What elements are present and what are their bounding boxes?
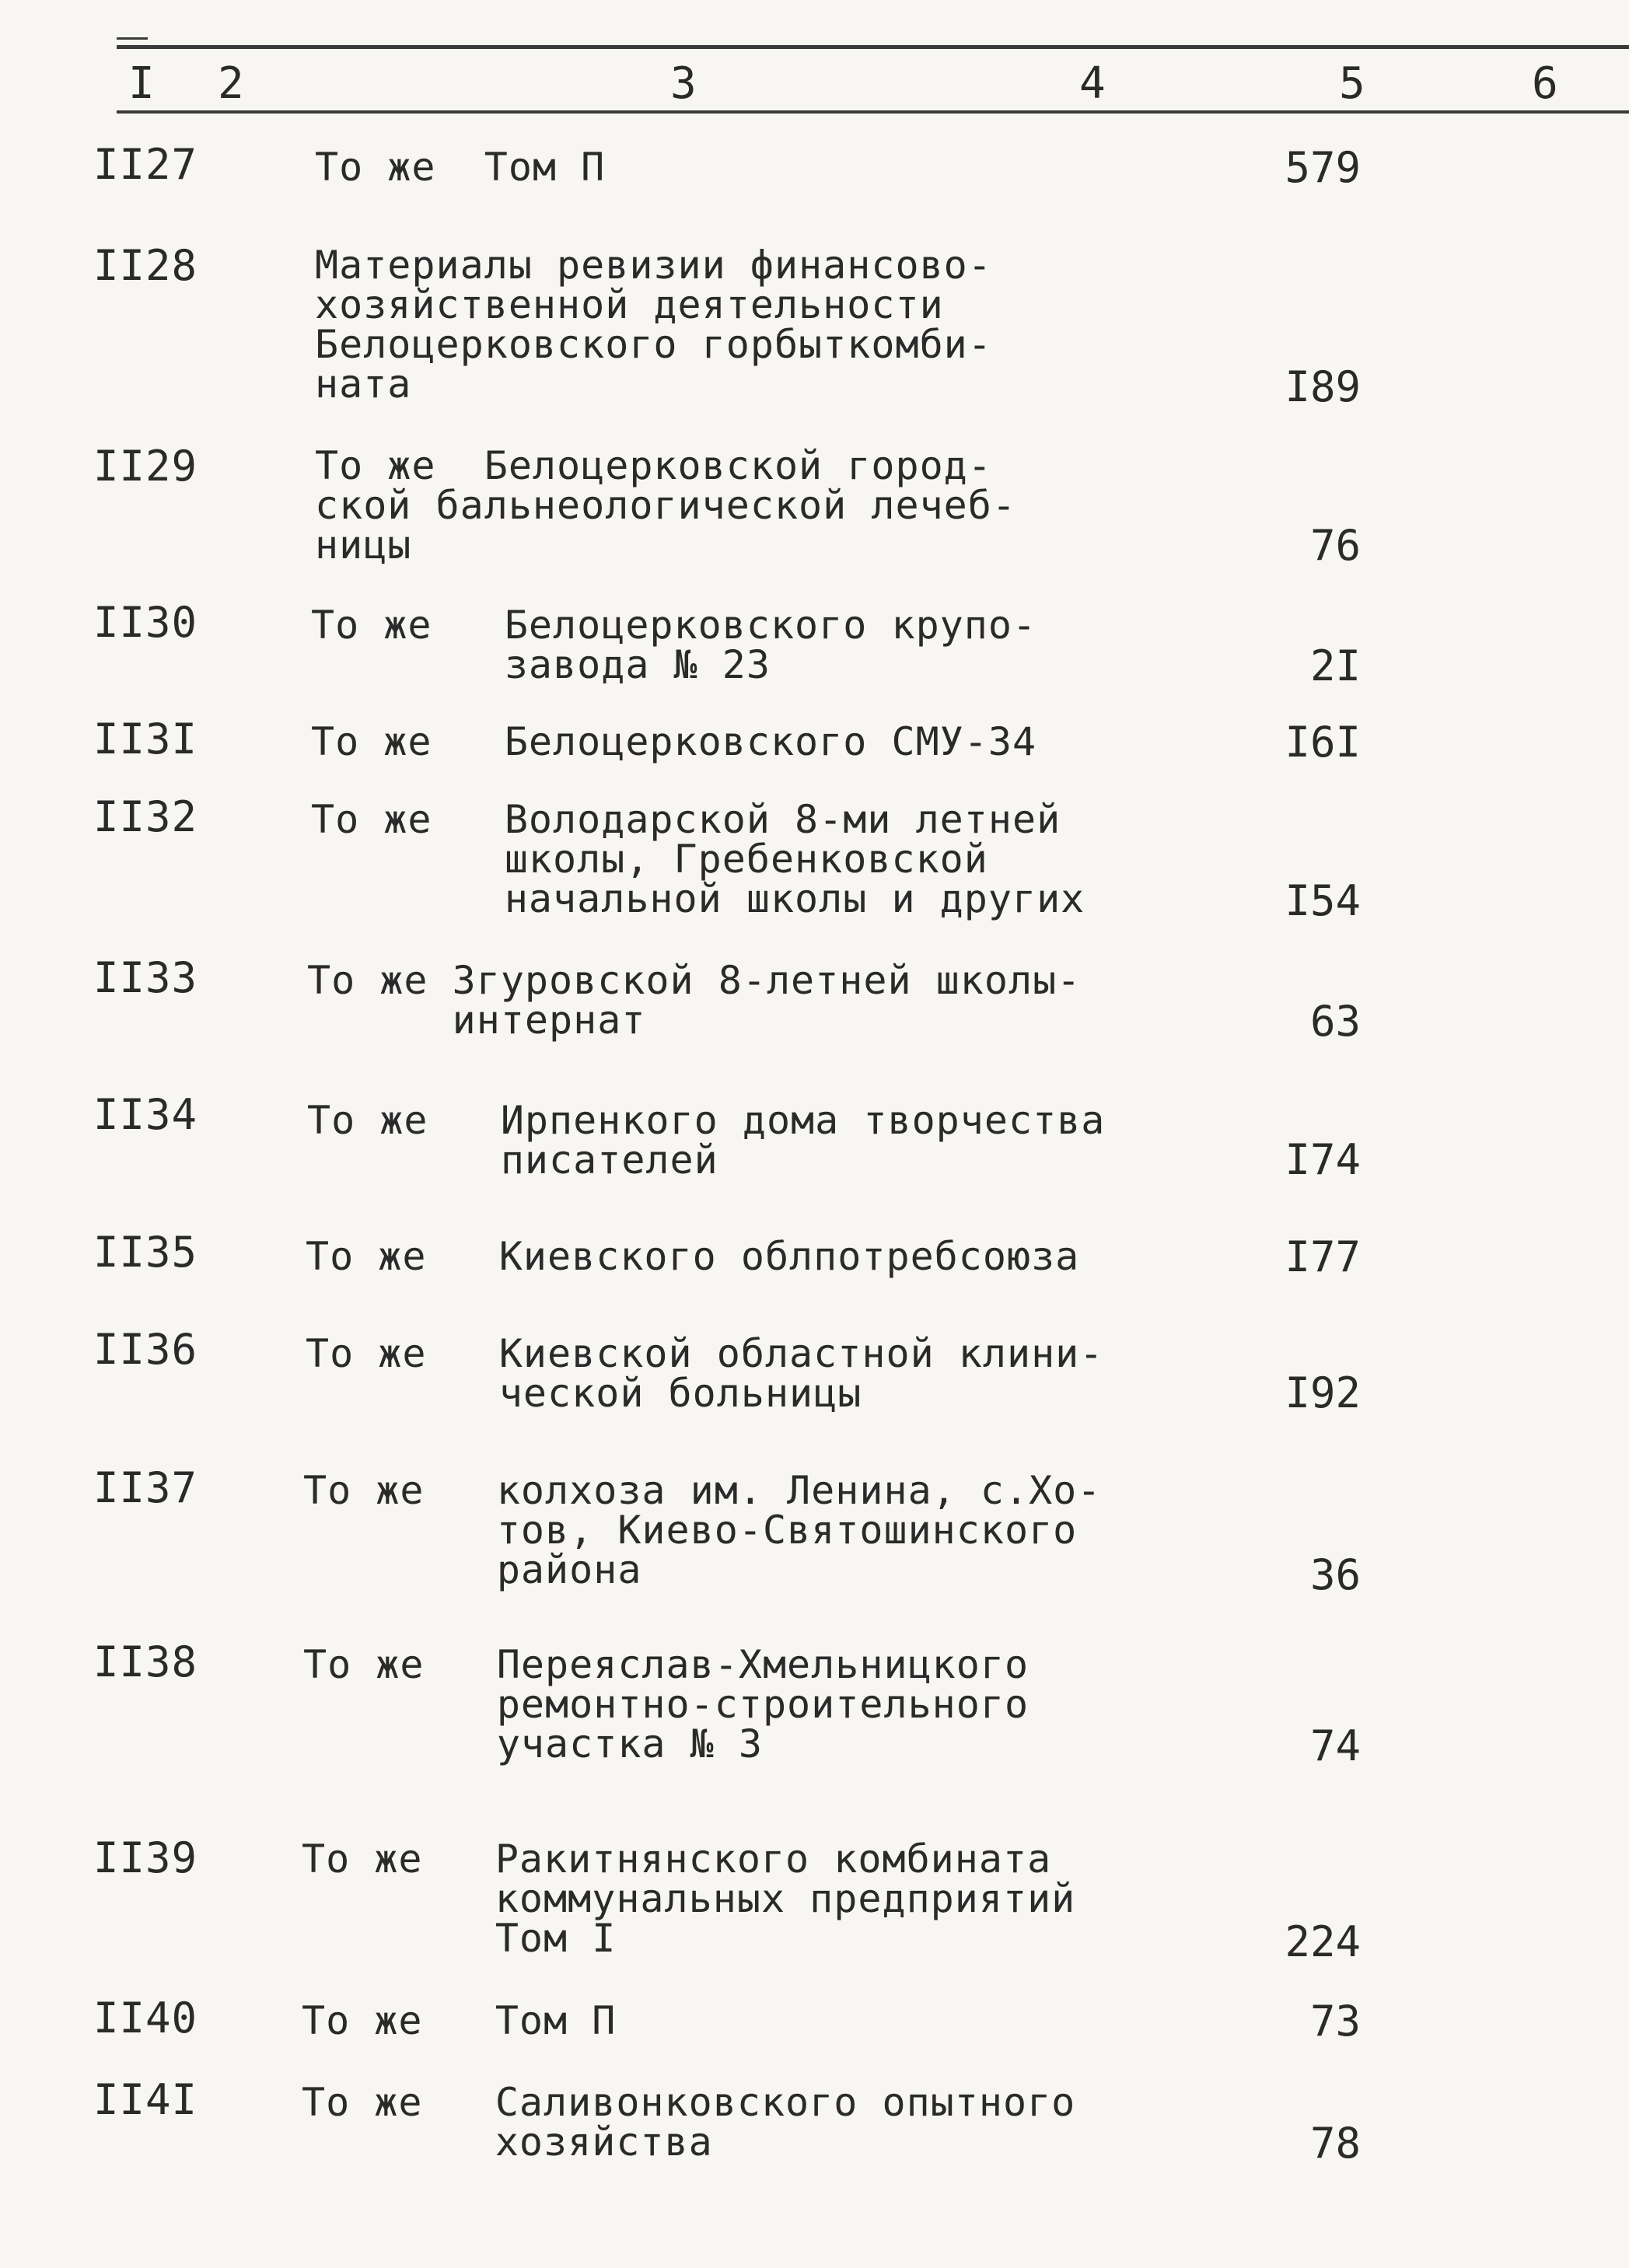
page-count: I74 (1285, 1135, 1361, 1184)
header-bottom-rule (117, 110, 1629, 114)
file-description: Материалы ревизии финансово- хозяйственной деятельности Белоцерковского горбыткомби- ната (315, 243, 992, 407)
file-description: То же Киевского облпотребсоюза (306, 1234, 1080, 1279)
file-number: II32 (93, 792, 198, 841)
file-description: То же Згуровской 8-летней школы- интернат (307, 958, 1082, 1043)
page-count: 74 (1309, 1721, 1361, 1770)
page-count: I92 (1285, 1368, 1361, 1417)
file-description: То же Ирпенкого дома творчества писателей (307, 1098, 1106, 1183)
file-description: То же Том П (302, 1998, 617, 2043)
file-description: То же Белоцерковского СМУ-34 (311, 719, 1037, 764)
header-top-mark (117, 37, 148, 40)
file-description: То же Саливонковского опытного хозяйства (302, 2080, 1076, 2165)
file-number: II30 (93, 598, 198, 647)
page-count: 73 (1309, 1997, 1361, 2046)
page-count: 63 (1309, 997, 1361, 1046)
page-count: I77 (1285, 1232, 1361, 1281)
header-top-rule (117, 45, 1629, 49)
page-count: I89 (1285, 362, 1361, 411)
file-description: То же Том П (315, 145, 606, 190)
file-description: То же Белоцерковской город- ской бальнеологической лечеб- ницы (315, 443, 1016, 568)
file-number: II33 (93, 953, 198, 1002)
file-number: II27 (93, 140, 198, 189)
file-description: То же Переяслав-Хмельницкого ремонтно-строительного участка № 3 (303, 1642, 1029, 1767)
file-number: II4I (93, 2075, 198, 2124)
page-count: I54 (1285, 876, 1361, 925)
page-count: 579 (1285, 143, 1361, 192)
header-col-5: 5 (1339, 58, 1365, 109)
page-count: 36 (1309, 1550, 1361, 1599)
file-number: II39 (93, 1833, 198, 1882)
file-number: II34 (93, 1090, 198, 1139)
file-number: II36 (93, 1325, 198, 1374)
file-description: То же Киевской областной клини- ческой больницы (306, 1331, 1104, 1416)
header-col-6: 6 (1532, 58, 1558, 109)
file-number: II29 (93, 442, 198, 491)
file-number: II28 (93, 241, 198, 290)
header-col-2: 2 (218, 58, 244, 109)
header-col-4: 4 (1079, 58, 1106, 109)
file-number: II38 (93, 1637, 198, 1686)
file-description: То же колхоза им. Ленина, с.Хо- тов, Киево-Святошинского района (303, 1468, 1102, 1592)
page-count: 78 (1309, 2119, 1361, 2168)
file-number: II40 (93, 1994, 198, 2043)
file-description: То же Ракитнянского комбината коммунальных предприятий Том I (302, 1836, 1076, 1961)
page-count: 224 (1285, 1917, 1361, 1966)
file-number: II35 (93, 1228, 198, 1277)
file-description: То же Белоцерковского крупо- завода № 23 (311, 603, 1037, 687)
header-col-3: 3 (670, 58, 697, 109)
page-count: I6I (1285, 718, 1361, 767)
page-count: 76 (1309, 521, 1361, 570)
file-number: II3I (93, 715, 198, 764)
file-description: То же Володарской 8-ми летней школы, Гребенковской начальной школы и других (311, 797, 1085, 921)
page-count: 2I (1309, 641, 1361, 690)
file-number: II37 (93, 1463, 198, 1512)
header-col-1: I (128, 58, 155, 109)
